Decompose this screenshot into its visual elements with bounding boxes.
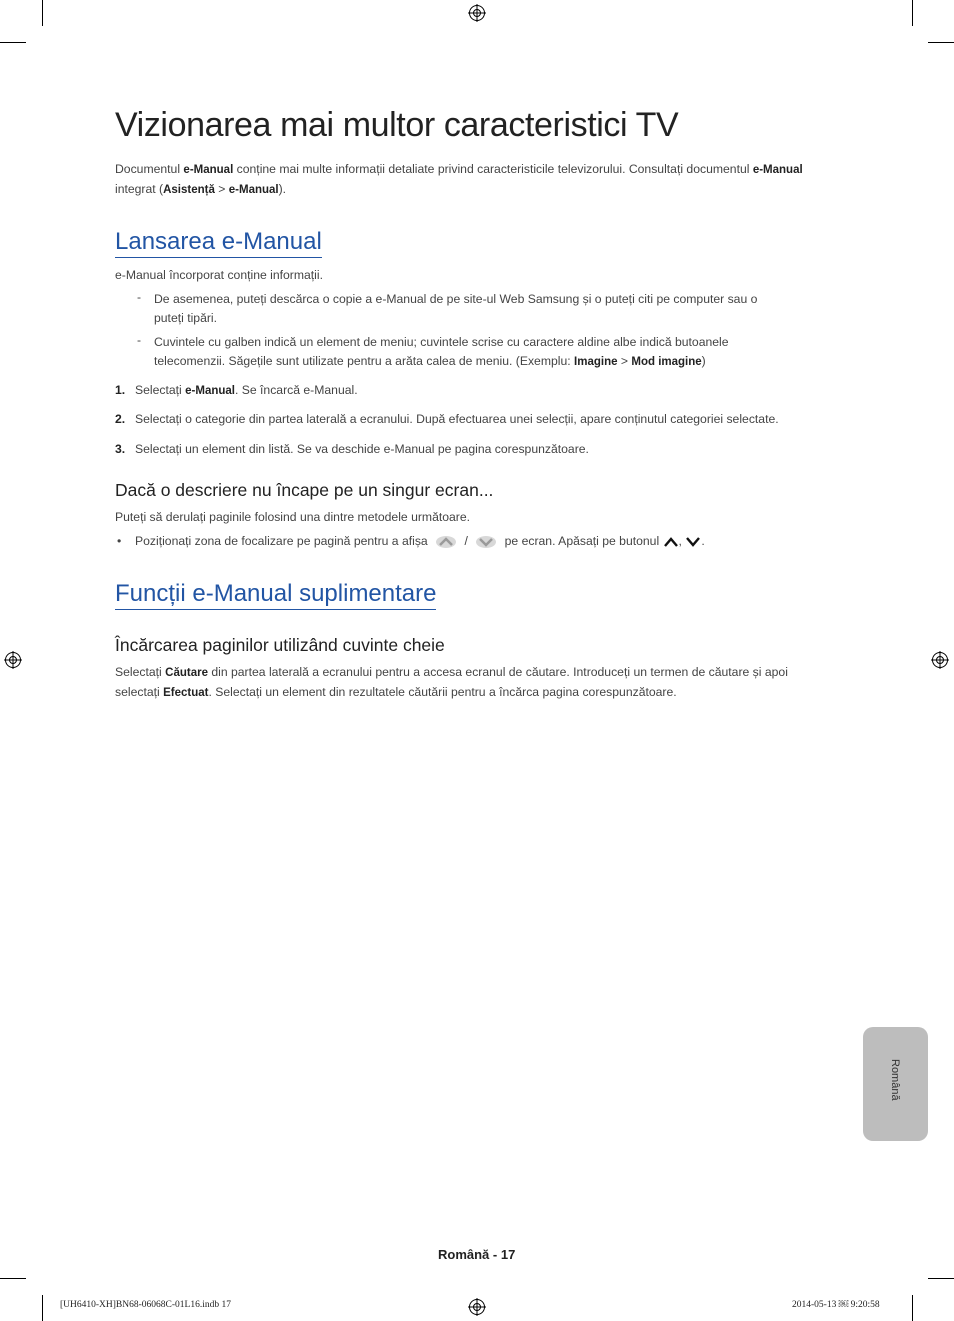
bullet-text: / bbox=[464, 534, 468, 548]
language-tab-label: Română bbox=[889, 1059, 901, 1101]
menu-term-efectuat: Efectuat bbox=[163, 687, 209, 699]
chevron-down-icon bbox=[685, 536, 701, 548]
subsection-heading-descriere: Dacă o descriere nu încape pe un singur ecran... bbox=[115, 480, 494, 500]
emanual-term: e-Manual bbox=[228, 184, 279, 196]
menu-term-asistenta: Asistență bbox=[163, 184, 215, 196]
note-item bbox=[154, 333, 834, 372]
menu-term-imagine: Imagine bbox=[574, 356, 618, 368]
print-footer-left: [UH6410-XH]BN68-06068C-01L16.indb 17 bbox=[60, 1300, 231, 1310]
intro-text: ). bbox=[278, 182, 287, 196]
section-heading-lansarea: Lansarea e-Manual bbox=[115, 228, 322, 258]
emanual-term: e-Manual bbox=[183, 164, 234, 176]
bullet: • bbox=[117, 534, 122, 548]
para-text: selectați bbox=[115, 685, 164, 699]
note-text: Cuvintele cu galben indică un element de meniu; cuvintele scrise cu caractere aldine albe indică butoanele bbox=[154, 335, 729, 349]
menu-term-mod-imagine: Mod imagine bbox=[631, 356, 702, 368]
crop-mark bbox=[0, 42, 26, 43]
bullet-text: , bbox=[678, 534, 682, 548]
crop-mark bbox=[42, 0, 43, 26]
step-text: Selectați un element din listă. Se va deschide e-Manual pe pagina corespunzătoare. bbox=[135, 442, 589, 456]
print-footer-right: 2014-05-13 ￼ 9:20:58 bbox=[792, 1300, 880, 1310]
emanual-term: e-Manual bbox=[752, 164, 803, 176]
emanual-term: e-Manual bbox=[185, 385, 235, 397]
bullet-text: . bbox=[701, 534, 705, 548]
note-text: telecomenzii. Săgețile sunt utilizate pentru a arăta calea de meniu. (Exemplu: bbox=[154, 354, 575, 368]
crop-mark bbox=[912, 1295, 913, 1321]
bullet-text: Poziționați zona de focalizare pe pagină pentru a afișa bbox=[135, 534, 428, 548]
step-number: 2. bbox=[115, 412, 126, 426]
menu-separator: > bbox=[617, 354, 632, 368]
para-text: . Selectați un element din rezultatele căutării pentru a încărca pagina corespunzătoare. bbox=[208, 685, 677, 699]
step-text bbox=[135, 381, 358, 401]
scroll-down-icon bbox=[475, 535, 497, 549]
note-item bbox=[154, 290, 834, 328]
language-side-tab bbox=[863, 1027, 928, 1141]
step-text: Selectați o categorie din partea laterală a ecranului. După efectuarea unei selecții, apare conținutul categoriei selectate. bbox=[135, 412, 779, 426]
intro-text: Documentul bbox=[115, 162, 184, 176]
section2-paragraph bbox=[115, 663, 845, 703]
note-dash: - bbox=[137, 333, 142, 347]
note-text: puteți tipări. bbox=[154, 311, 218, 325]
crop-mark bbox=[928, 42, 954, 43]
section-lead: e-Manual încorporat conține informații. bbox=[115, 268, 323, 282]
intro-paragraph bbox=[115, 160, 845, 200]
note-dash: - bbox=[137, 290, 142, 304]
menu-term-cautare: Căutare bbox=[165, 667, 208, 679]
step-text-part: . Se încarcă e-Manual. bbox=[234, 383, 358, 397]
registration-mark-icon bbox=[468, 4, 486, 22]
crop-mark bbox=[912, 0, 913, 26]
para-text: Selectați bbox=[115, 665, 166, 679]
page-number: Română - 17 bbox=[438, 1247, 516, 1262]
registration-mark-icon bbox=[931, 651, 949, 669]
bullet-text: pe ecran. Apăsați pe butonul bbox=[504, 534, 660, 548]
registration-mark-icon bbox=[4, 651, 22, 669]
step-text-part: Selectați bbox=[135, 383, 186, 397]
menu-separator: > bbox=[214, 182, 229, 196]
section-heading-functii: Funcții e-Manual suplimentare bbox=[115, 580, 436, 610]
para-text: din partea laterală a ecranului pentru a accesa ecranul de căutare. Introduceți un termen de căutare și apoi bbox=[207, 665, 788, 679]
subsection-lead: Puteți să derulați paginile folosind una dintre metodele următoare. bbox=[115, 510, 471, 524]
subsection-heading-incarcarea: Încărcarea paginilor utilizând cuvinte cheie bbox=[115, 635, 445, 655]
registration-mark-icon bbox=[468, 1298, 486, 1316]
scroll-up-icon bbox=[435, 535, 457, 549]
step-number: 1. bbox=[115, 383, 126, 397]
note-text: ) bbox=[701, 354, 706, 368]
note-text: De asemenea, puteți descărca o copie a e-Manual de pe site-ul Web Samsung și o puteți citi pe computer sau o bbox=[154, 292, 758, 306]
page-title: Vizionarea mai multor caracteristici TV bbox=[115, 106, 679, 144]
crop-mark bbox=[42, 1295, 43, 1321]
step-number: 3. bbox=[115, 442, 126, 456]
bullet-item bbox=[135, 532, 705, 551]
crop-mark bbox=[0, 1278, 26, 1279]
chevron-up-icon bbox=[663, 536, 679, 548]
crop-mark bbox=[928, 1278, 954, 1279]
intro-text: integrat ( bbox=[115, 182, 164, 196]
intro-text: conține mai multe informații detaliate privind caracteristicile televizorului. Consultați documentul bbox=[233, 162, 753, 176]
